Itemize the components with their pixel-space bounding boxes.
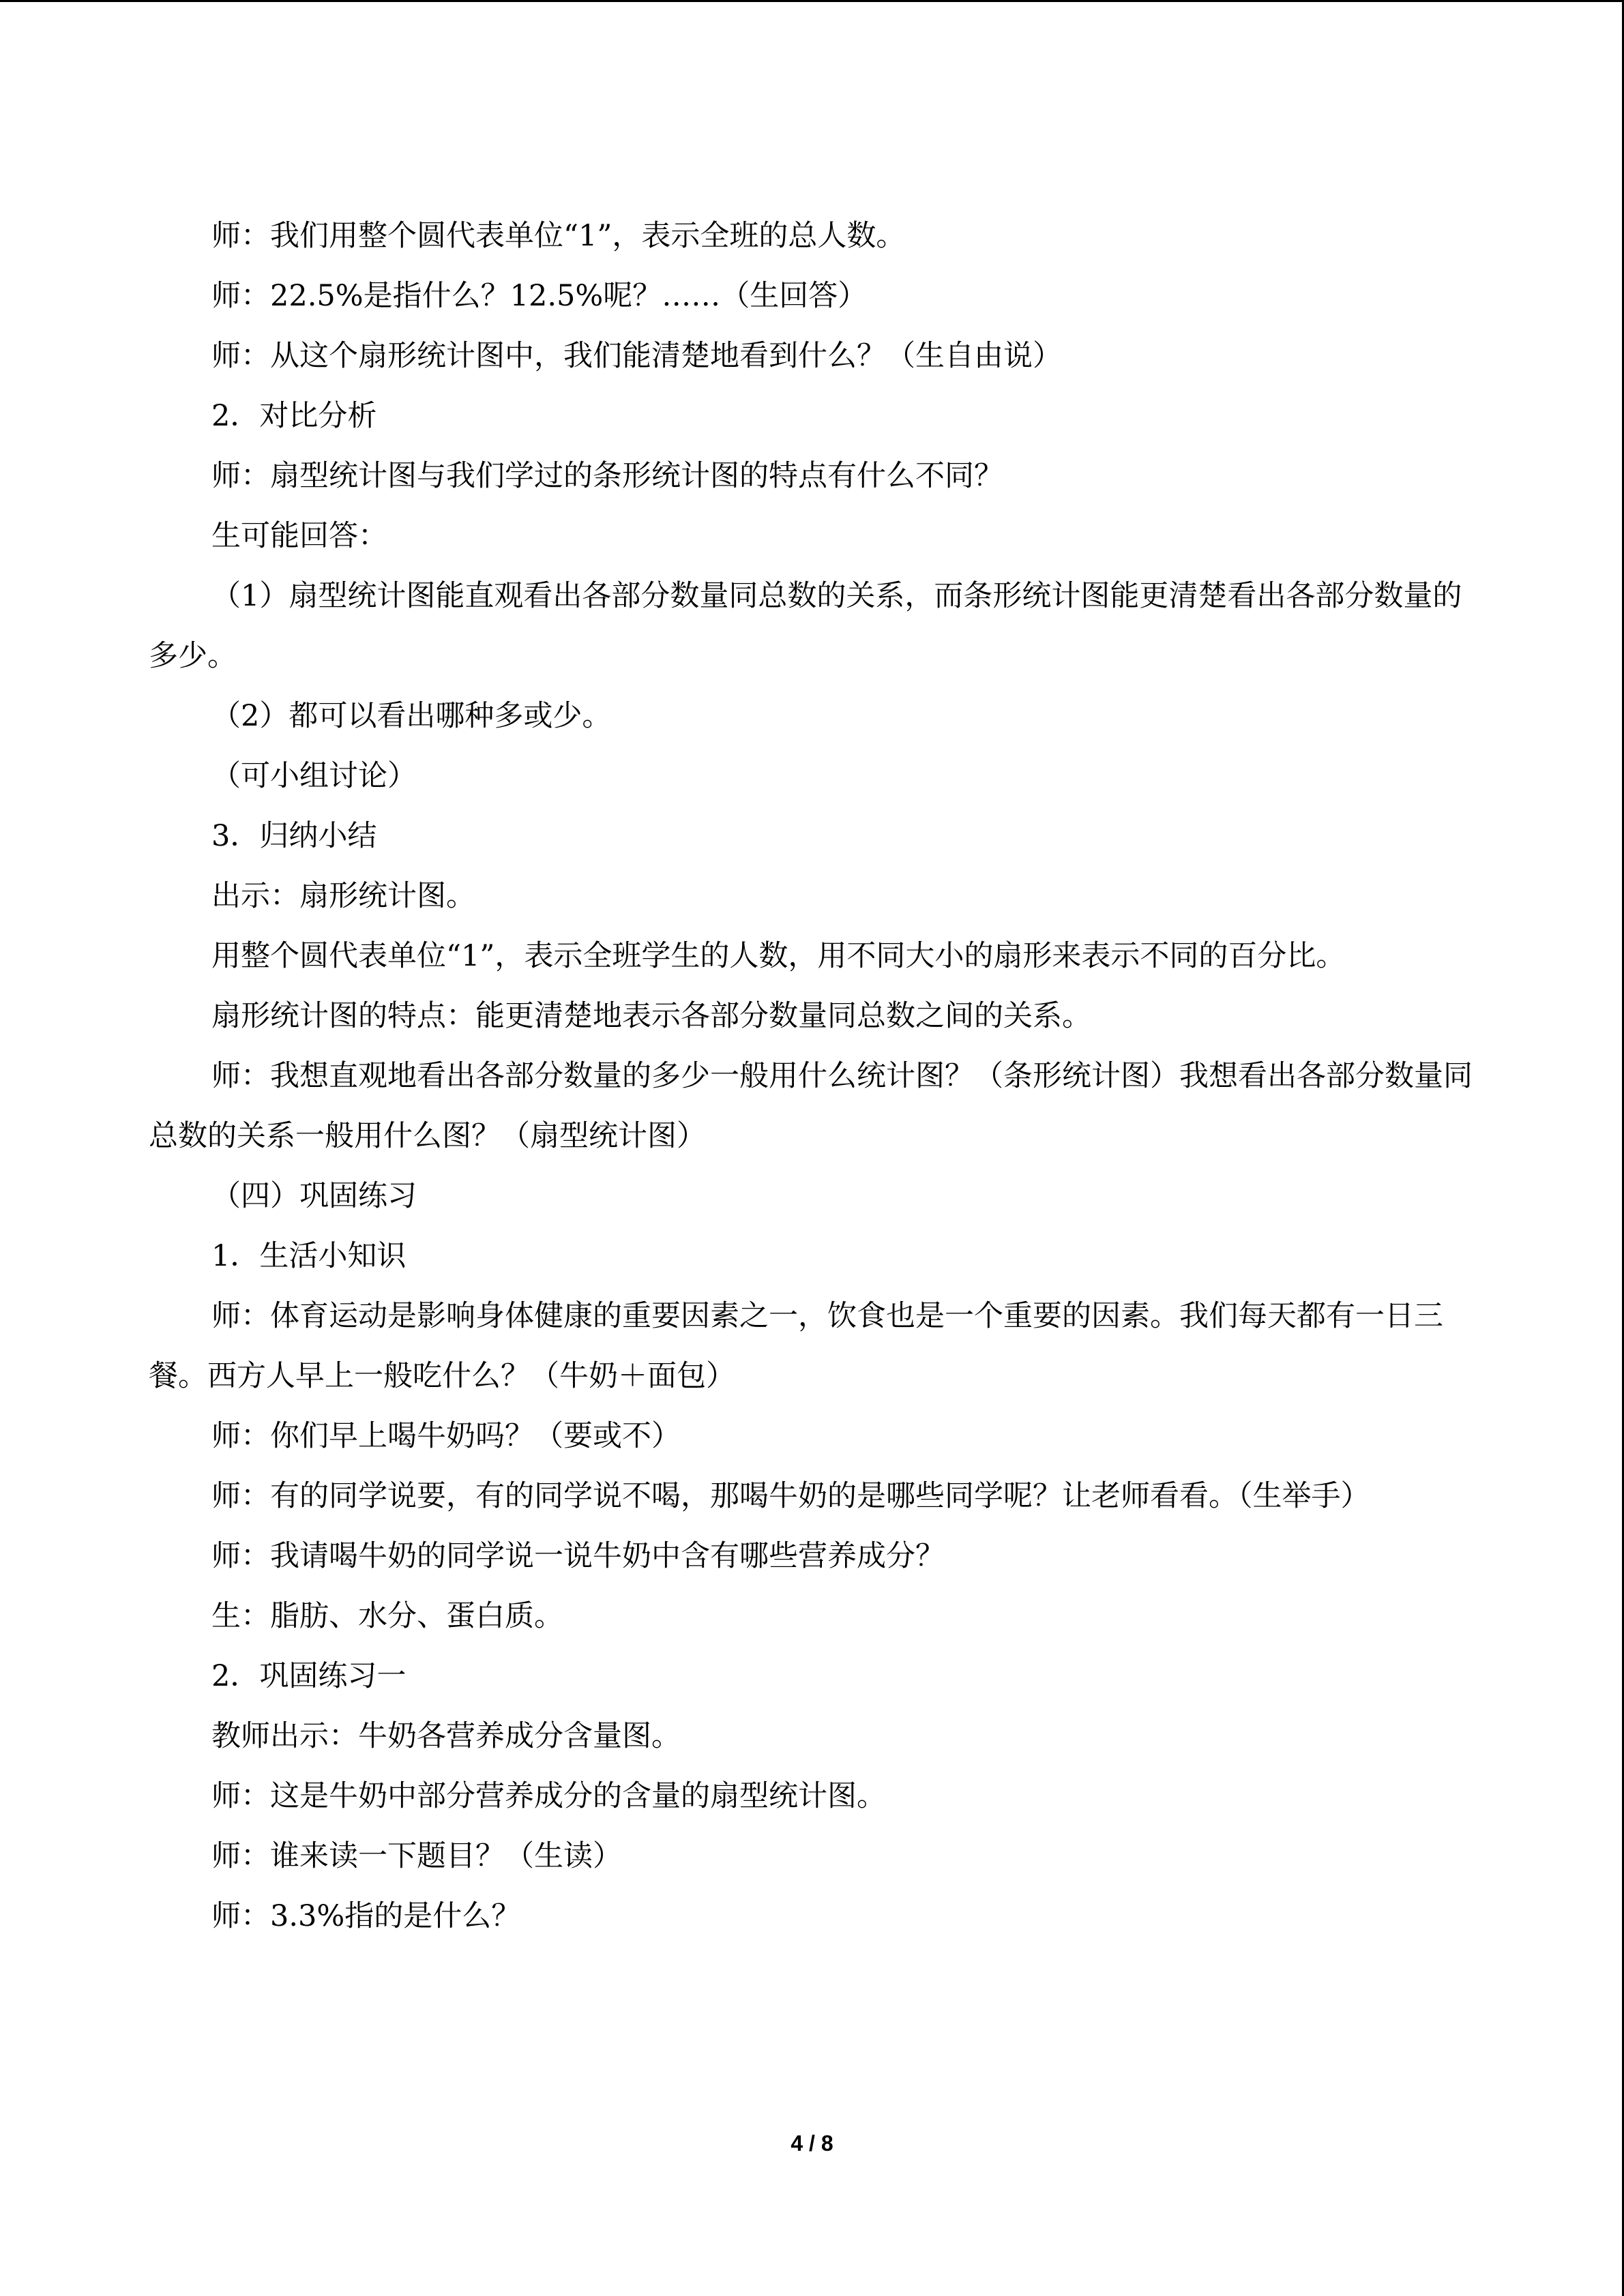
- paragraph: 师：谁来读一下题目？（生读）: [211, 1839, 622, 1873]
- paragraph: 用整个圆代表单位“1”，表示全班学生的人数，用不同大小的扇形来表示不同的百分比。: [211, 939, 1346, 973]
- section-heading: 3．归纳小结: [211, 819, 377, 853]
- paragraph: 教师出示：牛奶各营养成分含量图。: [211, 1719, 681, 1753]
- paragraph: （2）都可以看出哪种多或少。: [211, 699, 612, 733]
- paragraph: 生：脂肪、水分、蛋白质。: [211, 1599, 563, 1633]
- paragraph: 师：3.3%指的是什么？: [211, 1899, 521, 1933]
- section-heading: 1．生活小知识: [211, 1239, 407, 1273]
- paragraph: 师：从这个扇形统计图中，我们能清楚地看到什么？（生自由说）: [211, 339, 1062, 373]
- page-number: 4 / 8: [791, 2131, 833, 2156]
- paragraph: 师：这是牛奶中部分营养成分的含量的扇型统计图。: [211, 1779, 886, 1813]
- paragraph: 师：22.5%是指什么？12.5%呢？……（生回答）: [211, 279, 868, 313]
- paragraph: 师：我请喝牛奶的同学说一说牛奶中含有哪些营养成分？: [211, 1539, 945, 1573]
- paragraph: 师：扇型统计图与我们学过的条形统计图的特点有什么不同？: [211, 459, 1003, 493]
- paragraph: 出示：扇形统计图。: [211, 879, 475, 913]
- section-heading: 2．巩固练习一: [211, 1659, 407, 1693]
- paragraph: 师：我们用整个圆代表单位“1”，表示全班的总人数。: [211, 219, 906, 253]
- paragraph: 师：我想直观地看出各部分数量的多少一般用什么统计图？（条形统计图）我想看出各部分数量同总数的关系一般用什么图？（扇型统计图）: [149, 1059, 1473, 1153]
- section-heading: 2．对比分析: [211, 399, 377, 433]
- paragraph: （1）扇型统计图能直观看出各部分数量同总数的关系，而条形统计图能更清楚看出各部分数量的多少。: [149, 579, 1462, 673]
- paragraph: 师：有的同学说要，有的同学说不喝，那喝牛奶的是哪些同学呢？让老师看看。（生举手）: [211, 1479, 1370, 1513]
- section-heading: （四）巩固练习: [211, 1179, 417, 1213]
- paragraph: 师：你们早上喝牛奶吗？（要或不）: [211, 1419, 681, 1453]
- paragraph: 生可能回答：: [211, 519, 387, 553]
- paragraph: 师：体育运动是影响身体健康的重要因素之一，饮食也是一个重要的因素。我们每天都有一日三餐。西方人早上一般吃什么？（牛奶＋面包）: [149, 1299, 1443, 1393]
- paragraph: （可小组讨论）: [211, 759, 417, 793]
- document-body: [149, 206, 1476, 1946]
- paragraph: 扇形统计图的特点：能更清楚地表示各部分数量同总数之间的关系。: [211, 999, 1091, 1033]
